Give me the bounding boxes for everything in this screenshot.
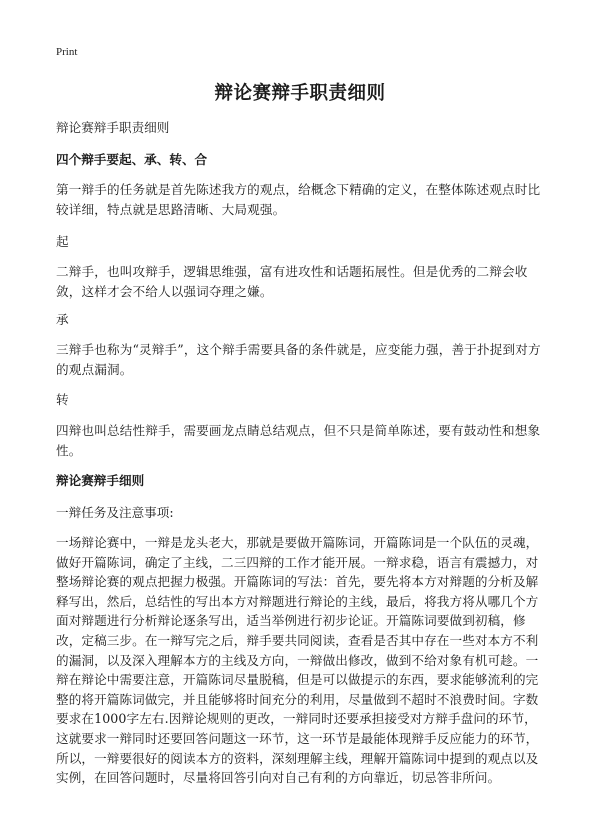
document-subtitle: 辩论赛辩手职责细则 [56, 120, 170, 135]
document-title: 辩论赛辩手职责细则 [214, 83, 386, 104]
label-cheng: 承 [56, 312, 69, 327]
label-qi: 起 [56, 234, 69, 249]
paragraph-first-task-body: 一场辩论赛中，一辩是龙头老大，那就是要做开篇陈词，开篇陈词是一个队伍的灵魂，做好开篇陈词，确定了主线，二三四辩的工作才能开展。一辩求稳，语言有震撼力，对整场辩论赛的观点把握力极强。开篇陈词的写法：首先，要先将本方对辩题的分析及解释写出，然后，总结性的写出本方对辩题进行辩论的主线，最后，将我方将从哪几个方面对辩题进行分析辩论逐条写出，适当举例进行初步论证。开篇陈词要做到初稿，修改，定稿三步。在一辩写完之后，辩手要共同阅读，查看是否其中存在一些对本方不利的漏洞，以及深入理解本方的主线及方向，一辩做出修改，做到不给对象有机可趁。一辩在辩论中需要注意，开篇陈词尽量脱稿，但是可以做提示的东西，要求能够流利的完整的将开篇陈词做完，并且能够将时间充分的利用，尽量做到不超时不浪费时间。字数要求在1000字左右.因辩论规则的更改，一辩同时还要承担接受对方辩手盘问的环节，这就要求一辩同时还要回答问题这一环节，这一环节是最能体现辩手反应能力的环节，所以，一辩要很好的阅读本方的资料，深刻理解主线，理解开篇陈词中提到的观点以及实例，在回答问题时，尽量将回答引向对自己有利的方向靠近，切忌答非所问。 [56, 535, 539, 786]
first-task-heading: 一辩任务及注意事项: [56, 505, 174, 520]
section-heading-rules: 辩论赛辩手细则 [56, 473, 145, 488]
paragraph-first-debater: 第一辩手的任务就是首先陈述我方的观点，给概念下精确的定义，在整体陈述观点时比较详细，特点就是思路清晰、大局观强。 [56, 182, 541, 217]
paragraph-fourth-debater: 四辩也叫总结性辩手，需要画龙点睛总结观点，但不只是简单陈述，要有鼓动性和想象性。 [56, 423, 541, 458]
paragraph-third-debater: 三辩手也称为“灵辩手”，这个辩手需要具备的条件就是，应变能力强，善于扑捉到对方的观点漏洞。 [56, 342, 541, 377]
paragraph-second-debater: 二辩手，也叫攻辩手，逻辑思维强，富有进攻性和话题拓展性。但是优秀的二辩会收敛，这样才会不给人以强词夺理之嫌。 [56, 264, 528, 299]
section-heading-four-debaters: 四个辩手要起、承、转、合 [56, 152, 208, 167]
label-zhuan: 转 [56, 392, 69, 407]
print-link[interactable]: Print [56, 46, 78, 58]
